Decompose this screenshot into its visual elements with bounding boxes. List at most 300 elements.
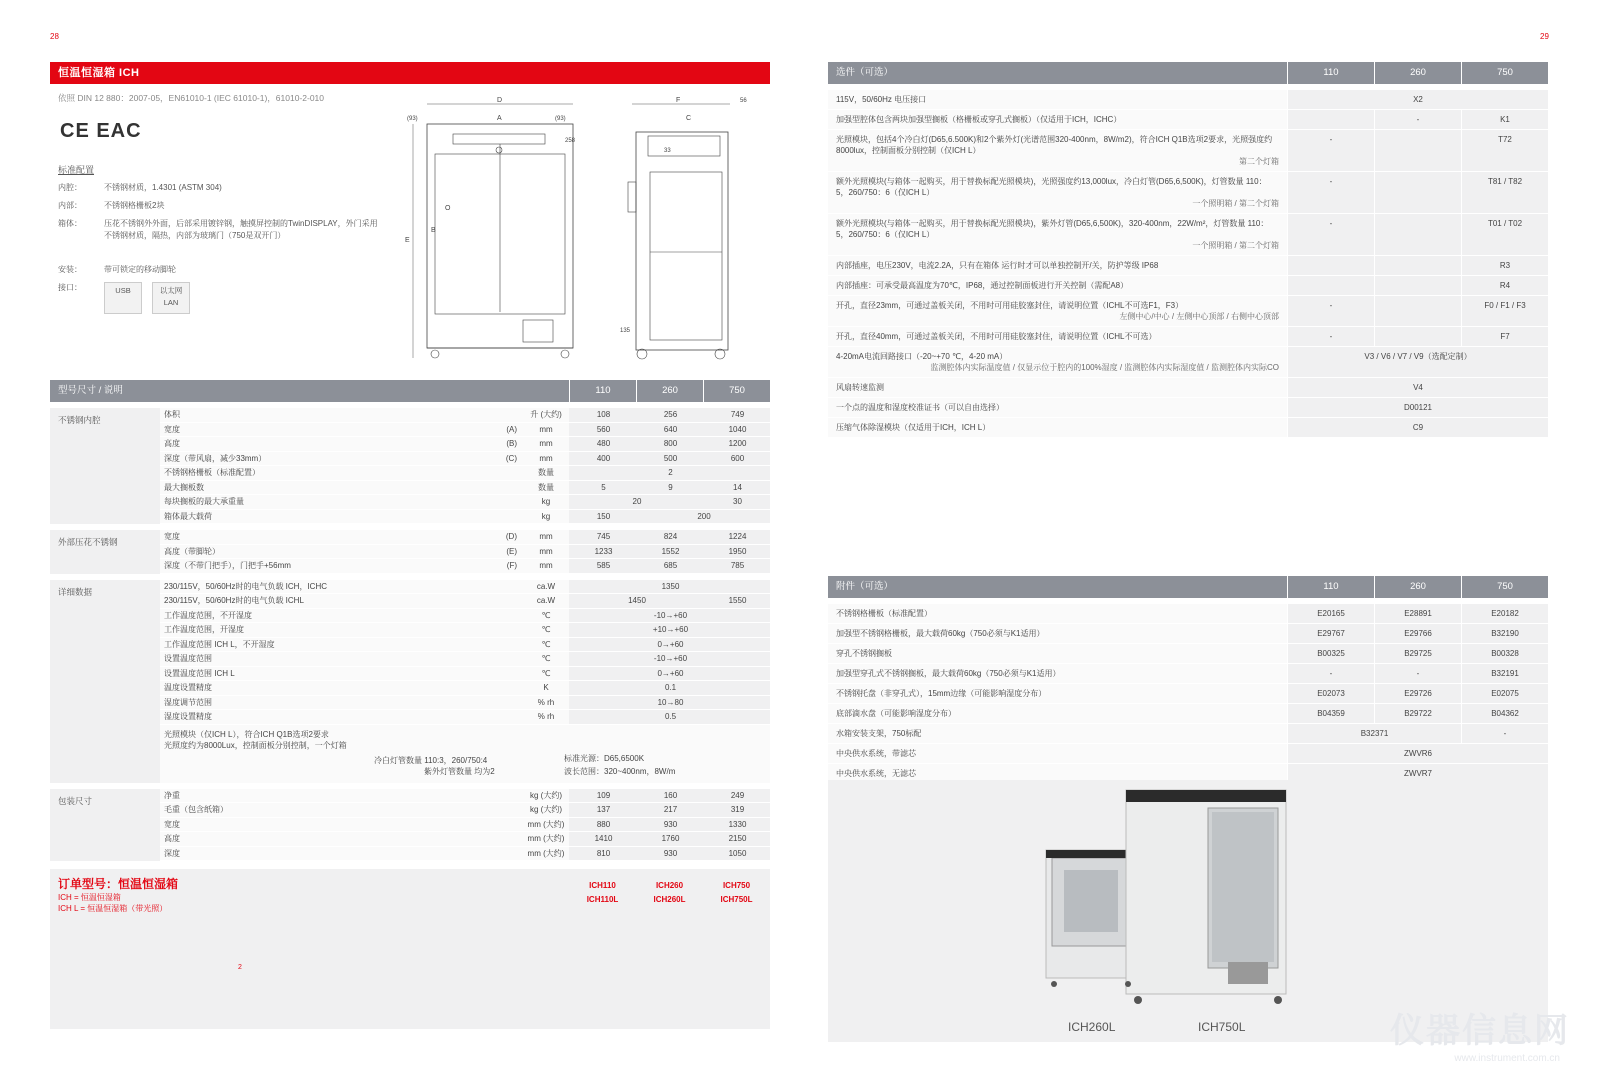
option-desc: 内部插座：可承受最高温度为70℃，IP68，通过控制面板进行开关控制（需配A8） — [836, 281, 1129, 290]
option-code — [1374, 276, 1461, 295]
spec-value: 585 — [569, 559, 636, 573]
spec-symbol — [493, 408, 523, 422]
spec-row — [160, 818, 770, 833]
option-row — [828, 256, 1548, 276]
spec-name: 深度（带风扇，减少33mm） — [160, 452, 493, 466]
spec-value: 1200 — [703, 437, 770, 451]
spec-symbol — [493, 681, 523, 695]
order-code-column — [636, 879, 703, 907]
option-desc: 4-20mA电流回路接口（-20~+70 ℃，4-20 mA） — [836, 352, 1008, 361]
spec-name: 宽度 — [160, 530, 493, 544]
order-code: ICH110L — [586, 895, 619, 904]
spec-value: 500 — [636, 452, 703, 466]
spec-unit: mm (大约) — [523, 847, 569, 861]
spec-name: 最大搁板数 — [160, 481, 493, 495]
spec-value: 1233 — [569, 545, 636, 559]
option-code: K1 — [1461, 110, 1548, 129]
spec-group — [50, 408, 770, 524]
option-code: T01 / T02 — [1461, 214, 1548, 255]
spec-value: 0→+60 — [569, 667, 770, 681]
watermark-brand: 仪器信息网 — [1390, 1012, 1570, 1050]
option-code — [1374, 172, 1461, 213]
spec-unit: mm — [523, 559, 569, 573]
spec-group-label: 外部压花不锈钢 — [58, 537, 118, 547]
spec-value: 824 — [636, 530, 703, 544]
option-row — [828, 90, 1548, 110]
spec-row — [160, 481, 770, 496]
spec-symbol — [493, 623, 523, 637]
spec-group-body — [160, 580, 770, 783]
spec-symbol — [493, 495, 523, 509]
spec-unit: 数量 — [523, 481, 569, 495]
spec-symbol — [493, 803, 523, 817]
order-code: ICH260L — [653, 895, 686, 904]
option-code — [1374, 214, 1461, 255]
standard-config-value: 不锈钢材质，1.4301 (ASTM 304) — [104, 183, 222, 192]
spec-value: 0→+60 — [569, 638, 770, 652]
accessory-code: E28891 — [1374, 604, 1461, 623]
accessory-desc: 不锈钢格栅板（标准配置） — [836, 609, 932, 618]
spec-unit: ℃ — [523, 667, 569, 681]
ports — [104, 282, 384, 314]
spec-name: 工作温度范围，开湿度 — [160, 623, 493, 637]
spec-value: 2150 — [703, 832, 770, 846]
accessory-row — [828, 744, 1548, 764]
option-row — [828, 172, 1548, 214]
spec-symbol — [493, 696, 523, 710]
accessory-code: B32371 — [1287, 724, 1461, 743]
accessory-code: B29725 — [1374, 644, 1461, 663]
spec-value: 200 — [636, 510, 770, 524]
spec-symbol — [493, 789, 523, 803]
light-text: 冷白灯管数量 110:3，260/750:4 — [374, 755, 488, 765]
option-code: C9 — [1287, 418, 1548, 437]
light-text: 光照模块（仅ICH L），符合ICH Q1B选项2要求 — [164, 729, 329, 739]
accessory-code: B29722 — [1374, 704, 1461, 723]
accessory-code: ZWVR6 — [1287, 744, 1548, 763]
option-code: - — [1287, 130, 1374, 171]
light-text: 波长范围：320~400nm，8W/m — [564, 766, 676, 776]
accessory-desc: 中央供水系统，带滤芯 — [836, 749, 916, 758]
option-desc: 115V，50/60Hz 电压接口 — [836, 95, 927, 104]
spec-value: 1040 — [703, 423, 770, 437]
dim-33: 33 — [664, 148, 671, 154]
option-sub: 一个照明箱 / 第二个灯箱 — [1192, 241, 1279, 250]
spec-name: 深度（不带门把手），门把手+56mm — [160, 559, 493, 573]
option-desc: 开孔，直径40mm，可通过盖板关闭，不用时可用硅胶塞封住，请说明位置（ICHL不可选） — [836, 332, 1157, 341]
spec-value: 685 — [636, 559, 703, 573]
accessory-row — [828, 624, 1548, 644]
spec-value: 0.5 — [569, 710, 770, 724]
option-desc: 光照模块，包括4个冷白灯(D65,6.500K)和2个紫外灯(光谱范围320-400nm，8W/m2)，符合ICH Q1B选项2要求，光照强度约8000lux，控制面板分别控制（仅ICH L） — [836, 135, 1273, 155]
spec-symbol — [493, 667, 523, 681]
spec-table — [50, 380, 770, 1029]
option-desc: 开孔，直径23mm，可通过盖板关闭，不用时可用硅胶塞封住，请说明位置（ICHL不可选F1，F3） — [836, 301, 1184, 310]
option-name — [828, 172, 1287, 213]
spec-unit: mm — [523, 545, 569, 559]
accessory-row — [828, 604, 1548, 624]
spec-value: 880 — [569, 818, 636, 832]
spec-value: 137 — [569, 803, 636, 817]
spec-group — [50, 789, 770, 862]
spec-row — [160, 580, 770, 595]
spec-row — [160, 652, 770, 667]
spec-row — [160, 803, 770, 818]
spec-group-body — [160, 530, 770, 574]
spec-unit: ℃ — [523, 623, 569, 637]
spec-name: 230/115V，50/60Hz时的电气负载 ICHL — [160, 594, 493, 608]
spec-table-header: 型号尺寸 / 说明 110 260 750 — [50, 380, 770, 402]
spec-unit: mm — [523, 437, 569, 451]
spec-unit: kg (大约) — [523, 789, 569, 803]
accessory-row — [828, 684, 1548, 704]
options-table — [828, 62, 1548, 438]
light-text: 紫外灯管数量 均为2 — [424, 766, 495, 776]
spec-value: 1050 — [703, 847, 770, 861]
option-name — [828, 256, 1287, 275]
spec-unit: kg — [523, 510, 569, 524]
standard-config-key: 安装： — [58, 265, 82, 274]
accessory-code: E29766 — [1374, 624, 1461, 643]
spec-unit: mm — [523, 423, 569, 437]
svg-text:O: O — [445, 205, 451, 212]
accessory-name — [828, 604, 1287, 623]
watermark-url: www.instrument.com.cn — [1454, 1053, 1560, 1064]
light-text: 光照度约为8000Lux，控制面板分别控制，一个灯箱 — [164, 740, 347, 750]
spec-symbol — [493, 466, 523, 480]
accessory-desc: 加强型穿孔式不锈钢搁板，最大载荷60kg（750必须与K1适用） — [836, 669, 1061, 678]
standard-config-key: 内部： — [58, 201, 82, 210]
page-number-left: 28 — [50, 32, 59, 41]
spec-unit: % rh — [523, 696, 569, 710]
accessory-code: E29767 — [1287, 624, 1374, 643]
option-code — [1374, 256, 1461, 275]
accessory-name — [828, 704, 1287, 723]
spec-symbol — [493, 594, 523, 608]
option-row — [828, 214, 1548, 256]
spec-row — [160, 559, 770, 574]
spec-row — [160, 667, 770, 682]
option-name — [828, 418, 1287, 437]
spec-value: 930 — [636, 847, 703, 861]
option-code — [1287, 256, 1374, 275]
accessory-code: E02075 — [1461, 684, 1548, 703]
spec-unit: K — [523, 681, 569, 695]
spec-name: 体积 — [160, 408, 493, 422]
option-desc: 压缩气体除湿模块（仅适用于ICH，ICH L） — [836, 423, 991, 432]
accessory-code: E20182 — [1461, 604, 1548, 623]
front-view-drawing — [405, 92, 575, 362]
option-code: - — [1287, 327, 1374, 346]
option-code: D00121 — [1287, 398, 1548, 417]
accessories-table — [828, 576, 1548, 784]
spec-value: 160 — [636, 789, 703, 803]
option-code: - — [1374, 110, 1461, 129]
order-code: ICH110 — [589, 881, 616, 890]
option-code — [1374, 130, 1461, 171]
spec-group — [50, 530, 770, 574]
order-code: ICH260 — [655, 881, 684, 890]
spec-symbol: (E) — [493, 545, 523, 559]
spec-symbol: (C) — [493, 452, 523, 466]
accessory-desc: 加强型不锈钢格栅板，最大载荷60kg（750必须与K1适用） — [836, 629, 1045, 638]
spec-name: 工作温度范围，不开湿度 — [160, 609, 493, 623]
spec-row — [160, 609, 770, 624]
spec-unit: kg (大约) — [523, 803, 569, 817]
option-row — [828, 130, 1548, 172]
accessory-code: B00328 — [1461, 644, 1548, 663]
option-code: T72 — [1461, 130, 1548, 171]
spec-symbol — [493, 818, 523, 832]
option-name — [828, 378, 1287, 397]
option-row — [828, 110, 1548, 130]
spec-value: 400 — [569, 452, 636, 466]
spec-row — [160, 623, 770, 638]
spec-name: 设置温度范围 ICH L — [160, 667, 493, 681]
spec-name: 宽度 — [160, 423, 493, 437]
spec-row — [160, 594, 770, 609]
order-code-column — [703, 879, 770, 907]
order-line-ichl: ICH L = 恒温恒湿箱（带光照） — [58, 904, 168, 913]
spec-value: 749 — [703, 408, 770, 422]
spec-row — [160, 638, 770, 653]
spec-symbol — [493, 609, 523, 623]
spec-value: 560 — [569, 423, 636, 437]
option-sub: 监测腔体内实际温度值 / 仅显示位于腔内的100%湿度 / 监测腔体内实际湿度值 / 监测腔体内实际CO — [930, 363, 1279, 372]
option-code — [1287, 110, 1374, 129]
certification-marks: CE EAC — [60, 120, 142, 142]
left-page — [50, 62, 770, 1067]
spec-symbol: (D) — [493, 530, 523, 544]
spec-unit: ℃ — [523, 652, 569, 666]
accessory-code: - — [1287, 664, 1374, 683]
spec-value: 5 — [569, 481, 636, 495]
spec-value: -10→+60 — [569, 609, 770, 623]
spec-value: 1760 — [636, 832, 703, 846]
spec-value: 150 — [569, 510, 636, 524]
option-name — [828, 214, 1287, 255]
spec-value: 14 — [703, 481, 770, 495]
spec-value: 810 — [569, 847, 636, 861]
spec-unit: mm — [523, 530, 569, 544]
spec-symbol: (B) — [493, 437, 523, 451]
accessory-row — [828, 704, 1548, 724]
spec-value: 109 — [569, 789, 636, 803]
option-sub: 一个照明箱 / 第二个灯箱 — [1192, 199, 1279, 208]
accessory-desc: 穿孔不锈钢搁板 — [836, 649, 892, 658]
spec-row — [160, 681, 770, 696]
standard-config-value: 压花不锈钢外外面，后部采用镀锌钢，触摸屏控制的TwinDISPLAY，外门采用不锈钢材质，隔热，内部为玻璃门（750是双开门） — [104, 219, 378, 240]
option-desc: 额外光照模块(与箱体一起购买，用于替换标配光照模块)，紫外灯管(D65,6,500K)，320-400nm，22W/m²，灯管数量 110：5，260/750：6（仅ICH L） — [836, 219, 1269, 239]
spec-value: 217 — [636, 803, 703, 817]
port-badge: USB — [104, 282, 142, 314]
spec-value: 20 — [569, 495, 703, 509]
spec-row — [160, 545, 770, 560]
spec-row — [160, 696, 770, 711]
spec-value: 10→80 — [569, 696, 770, 710]
accessory-desc: 底部滴水盘（可能影响湿度分布） — [836, 709, 956, 718]
spec-value: 800 — [636, 437, 703, 451]
dim-93-left: (93) — [407, 116, 418, 122]
spec-row — [160, 789, 770, 804]
spec-symbol — [493, 832, 523, 846]
accessory-code: - — [1461, 724, 1548, 743]
standard-config-value: 带可锁定的移动脚轮 — [104, 265, 176, 274]
dim-F: F — [676, 97, 681, 104]
spec-unit: 数量 — [523, 466, 569, 480]
spec-row — [160, 466, 770, 481]
accessory-code: B04359 — [1287, 704, 1374, 723]
spec-value: 2 — [569, 466, 770, 480]
port-badge: 以太网 LAN — [152, 282, 190, 314]
spec-value: 9 — [636, 481, 703, 495]
spec-name: 设置温度范围 — [160, 652, 493, 666]
page-title: 恒温恒湿箱 ICH — [50, 62, 770, 84]
spec-name: 每块搁板的最大承重量 — [160, 495, 493, 509]
spec-value: 745 — [569, 530, 636, 544]
options-header: 选件（可选） 110 260 750 — [828, 62, 1548, 84]
accessory-name — [828, 624, 1287, 643]
spec-value: -10→+60 — [569, 652, 770, 666]
accessory-code: B32190 — [1461, 624, 1548, 643]
spec-row — [160, 423, 770, 438]
option-row — [828, 418, 1548, 438]
option-row — [828, 378, 1548, 398]
option-sub: 左侧中心/中心 / 左侧中心顶部 / 右侧中心顶部 — [1119, 312, 1279, 321]
spec-name: 高度（带脚轮） — [160, 545, 493, 559]
spec-symbol — [493, 652, 523, 666]
spec-value: 1950 — [703, 545, 770, 559]
option-desc: 加强型腔体包含两块加强型搁板（格栅板或穿孔式搁板）（仅适用于ICH，ICHC） — [836, 115, 1122, 124]
spec-value: 1224 — [703, 530, 770, 544]
dim-C: C — [686, 115, 692, 122]
option-code: T81 / T82 — [1461, 172, 1548, 213]
spec-symbol — [493, 481, 523, 495]
order-codes — [569, 879, 770, 907]
dim-A: A — [497, 115, 502, 122]
order-title: 订单型号：恒温恒湿箱 — [58, 877, 179, 891]
side-view-drawing — [620, 92, 760, 362]
spec-group-body — [160, 789, 770, 862]
accessory-code: E02073 — [1287, 684, 1374, 703]
accessory-row — [828, 664, 1548, 684]
spec-row — [160, 847, 770, 862]
spec-row — [160, 437, 770, 452]
caption-ich260l: ICH260L — [1068, 1020, 1116, 1034]
spec-name: 湿度设置精度 — [160, 710, 493, 724]
option-desc: 风扇转速监测 — [836, 383, 884, 392]
caption-ich750l: ICH750L — [1198, 1020, 1246, 1034]
spec-group-label: 详细数据 — [58, 586, 93, 597]
spec-symbol — [493, 847, 523, 861]
spec-row — [160, 510, 770, 525]
standard-config-key: 接口： — [58, 283, 82, 292]
dim-258: 258 — [565, 138, 575, 144]
spec-value: 785 — [703, 559, 770, 573]
spec-row — [160, 832, 770, 847]
option-code: R4 — [1461, 276, 1548, 295]
spec-name: 湿度调节范围 — [160, 696, 493, 710]
spec-unit: % rh — [523, 710, 569, 724]
dim-E: E — [405, 237, 410, 244]
spec-row — [160, 495, 770, 510]
option-code: R3 — [1461, 256, 1548, 275]
accessory-code: B00325 — [1287, 644, 1374, 663]
order-box — [50, 869, 770, 1029]
option-desc: 额外光照模块(与箱体一起购买，用于替换标配光照模块)，光照强度约13,000lux，冷白灯管(D65,6,500K)，灯管数量 110：5，260/750：6（仅ICH L） — [836, 177, 1267, 197]
accessory-code: - — [1374, 664, 1461, 683]
spec-name: 净重 — [160, 789, 493, 803]
spec-unit: ca.W — [523, 594, 569, 608]
spec-value: 0.1 — [569, 681, 770, 695]
standard-config-title: 标准配置 — [58, 165, 95, 175]
standard-config-value: 不锈钢格栅板2块 — [104, 201, 165, 210]
option-code: F0 / F1 / F3 — [1461, 296, 1548, 326]
order-line-ich: ICH = 恒温恒湿箱 — [58, 893, 121, 902]
spec-unit: 升 (大约) — [523, 408, 569, 422]
option-desc: 内部插座，电压230V，电流2.2A，只有在箱体 运行时才可以单独控制开/关，防护等级 IP68 — [836, 261, 1159, 270]
standard-config-value — [104, 282, 384, 314]
spec-value: 1552 — [636, 545, 703, 559]
spec-value: 256 — [636, 408, 703, 422]
page-number-right: 29 — [1540, 32, 1549, 41]
spec-unit: mm (大约) — [523, 818, 569, 832]
spec-value: 600 — [703, 452, 770, 466]
spec-row — [160, 530, 770, 545]
option-row — [828, 296, 1548, 327]
spec-value: 1450 — [569, 594, 703, 608]
spec-group — [50, 580, 770, 783]
option-code — [1374, 327, 1461, 346]
spec-name: 工作温度范围 ICH L，不开湿度 — [160, 638, 493, 652]
accessory-code: B32191 — [1461, 664, 1548, 683]
spec-group-body — [160, 408, 770, 524]
spec-symbol: (F) — [493, 559, 523, 573]
order-code: ICH750 — [722, 881, 751, 890]
spec-name: 高度 — [160, 832, 493, 846]
option-desc: 一个点的温度和湿度校准证书（可以自由选择） — [836, 403, 1004, 412]
dim-D: D — [497, 97, 503, 104]
right-page — [828, 62, 1548, 1067]
spec-unit: mm — [523, 452, 569, 466]
option-row — [828, 398, 1548, 418]
order-code: ICH750L — [720, 895, 753, 904]
option-sub: 第二个灯箱 — [1239, 157, 1279, 166]
order-code-column — [569, 879, 636, 907]
norm-text: 依照 DIN 12 880：2007-05，EN61010-1 (IEC 61010-1)，61010-2-010 — [58, 93, 325, 103]
option-code: - — [1287, 214, 1374, 255]
spec-unit: mm (大约) — [523, 832, 569, 846]
spec-value: 319 — [703, 803, 770, 817]
option-code: - — [1287, 172, 1374, 213]
accessory-row — [828, 724, 1548, 744]
spec-value: 480 — [569, 437, 636, 451]
spec-value: 1330 — [703, 818, 770, 832]
option-name — [828, 110, 1287, 129]
spec-name: 不锈钢格栅板（标准配置） — [160, 466, 493, 480]
dim-135: 135 — [620, 328, 631, 334]
standard-config-key: 内腔： — [58, 183, 82, 192]
accessory-row — [828, 644, 1548, 664]
spec-symbol: (A) — [493, 423, 523, 437]
option-code: V4 — [1287, 378, 1548, 397]
accessory-name — [828, 744, 1287, 763]
spec-name: 深度 — [160, 847, 493, 861]
accessory-name — [828, 684, 1287, 703]
option-name — [828, 130, 1287, 171]
spec-row — [160, 710, 770, 725]
dim-56: 56 — [740, 98, 747, 104]
